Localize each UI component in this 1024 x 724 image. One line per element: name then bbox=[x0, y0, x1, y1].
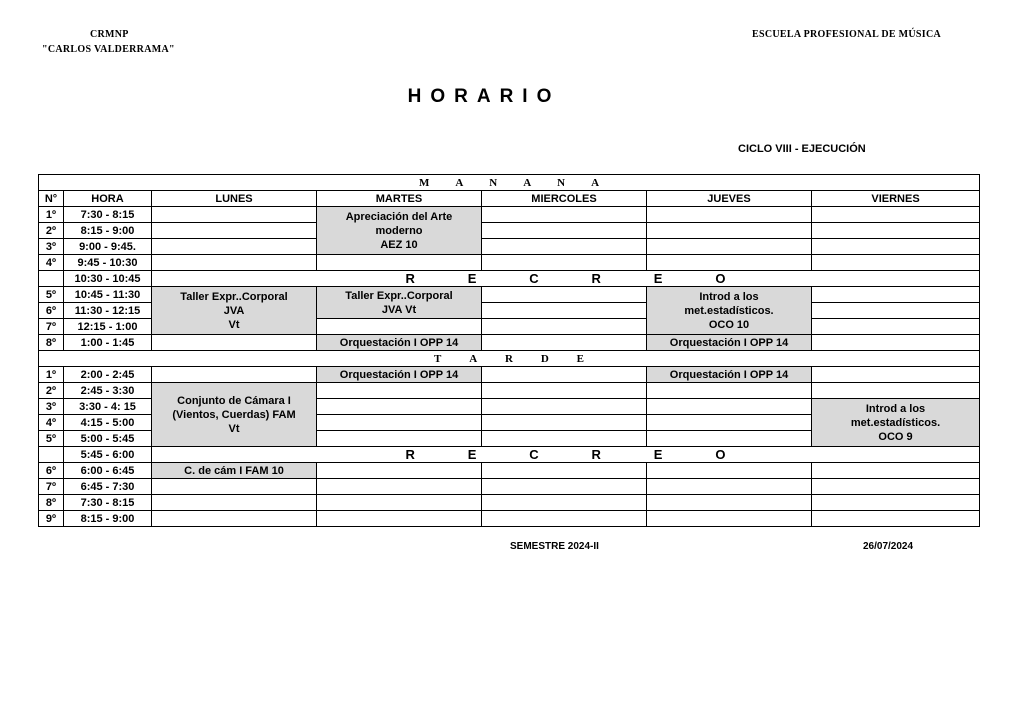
period-num: 3º bbox=[39, 239, 64, 255]
period-hour: 3:30 - 4: 15 bbox=[64, 399, 152, 415]
period-num bbox=[39, 271, 64, 287]
recreo-row-manana bbox=[39, 271, 980, 287]
col-header-jueves: JUEVES bbox=[647, 191, 812, 207]
class-camara-lunes: C. de cám I FAM 10 bbox=[152, 463, 317, 479]
period-hour: 11:30 - 12:15 bbox=[64, 303, 152, 319]
period-num: 2º bbox=[39, 383, 64, 399]
period-hour: 5:00 - 5:45 bbox=[64, 431, 152, 447]
school-name: ESCUELA PROFESIONAL DE MÚSICA bbox=[752, 29, 942, 40]
period-hour: 9:45 - 10:30 bbox=[64, 255, 152, 271]
period-hour: 10:30 - 10:45 bbox=[64, 271, 152, 287]
period-num: 6º bbox=[39, 303, 64, 319]
period-num: 8º bbox=[39, 495, 64, 511]
period-num: 6º bbox=[39, 463, 64, 479]
period-num: 5º bbox=[39, 431, 64, 447]
period-num: 1º bbox=[39, 207, 64, 223]
slot-miercoles bbox=[482, 207, 647, 223]
recreo-label: R E C R E O bbox=[152, 271, 980, 287]
period-hour: 10:45 - 11:30 bbox=[64, 287, 152, 303]
period-hour: 4:15 - 5:00 bbox=[64, 415, 152, 431]
table-row bbox=[39, 335, 980, 351]
slot-lunes bbox=[152, 207, 317, 223]
period-num: 8º bbox=[39, 335, 64, 351]
page-title: HORARIO bbox=[407, 86, 561, 107]
col-header-hora: HORA bbox=[64, 191, 152, 207]
period-hour: 2:00 - 2:45 bbox=[64, 367, 152, 383]
period-num: 9º bbox=[39, 511, 64, 527]
class-orquestacion-martes-tarde: Orquestación I OPP 14 bbox=[317, 367, 482, 383]
period-hour: 9:00 - 9:45. bbox=[64, 239, 152, 255]
date-label: 26/07/2024 bbox=[863, 541, 914, 552]
section-manana-row bbox=[39, 175, 980, 191]
period-hour: 6:45 - 7:30 bbox=[64, 479, 152, 495]
col-header-num: N° bbox=[39, 191, 64, 207]
slot-viernes bbox=[812, 207, 980, 223]
table-row bbox=[39, 463, 980, 479]
period-hour: 12:15 - 1:00 bbox=[64, 319, 152, 335]
col-header-lunes: LUNES bbox=[152, 191, 317, 207]
class-introd-estadisticos-jueves: Introd a los met.estadísticos. OCO 10 bbox=[647, 287, 812, 335]
semester-label: SEMESTRE 2024-II bbox=[510, 541, 599, 552]
period-hour: 7:30 - 8:15 bbox=[64, 207, 152, 223]
table-row bbox=[39, 223, 980, 239]
column-header-row bbox=[39, 191, 980, 207]
table-row bbox=[39, 479, 980, 495]
class-introd-estadisticos-viernes: Introd a los met.estadísticos. OCO 9 bbox=[812, 399, 980, 447]
period-num: 5º bbox=[39, 287, 64, 303]
period-hour: 6:00 - 6:45 bbox=[64, 463, 152, 479]
period-hour: 8:15 - 9:00 bbox=[64, 223, 152, 239]
col-header-viernes: VIERNES bbox=[812, 191, 980, 207]
period-num: 7º bbox=[39, 319, 64, 335]
col-header-martes: MARTES bbox=[317, 191, 482, 207]
slot-jueves bbox=[647, 207, 812, 223]
period-hour: 1:00 - 1:45 bbox=[64, 335, 152, 351]
col-header-miercoles: MIERCOLES bbox=[482, 191, 647, 207]
period-hour: 5:45 - 6:00 bbox=[64, 447, 152, 463]
period-num: 1º bbox=[39, 367, 64, 383]
class-conjunto-camara: Conjunto de Cámara I (Vientos, Cuerdas) FAM Vt bbox=[152, 383, 317, 447]
period-hour: 2:45 - 3:30 bbox=[64, 383, 152, 399]
period-num: 4º bbox=[39, 415, 64, 431]
table-row bbox=[39, 255, 980, 271]
recreo-row-tarde bbox=[39, 447, 980, 463]
period-num: 7º bbox=[39, 479, 64, 495]
class-apreciacion-arte: Apreciación del Arte moderno AEZ 10 bbox=[317, 207, 482, 255]
period-num bbox=[39, 447, 64, 463]
table-row bbox=[39, 207, 980, 223]
recreo-label: R E C R E O bbox=[152, 447, 980, 463]
table-row bbox=[39, 495, 980, 511]
period-hour: 7:30 - 8:15 bbox=[64, 495, 152, 511]
period-num: 4º bbox=[39, 255, 64, 271]
period-num: 2º bbox=[39, 223, 64, 239]
table-row bbox=[39, 511, 980, 527]
section-tarde: T A R D E bbox=[39, 351, 980, 367]
cycle-label: CICLO VIII - EJECUCIÓN bbox=[738, 143, 866, 155]
section-manana: M A N A N A bbox=[39, 175, 980, 191]
class-orquestacion-jueves-tarde: Orquestación I OPP 14 bbox=[647, 367, 812, 383]
class-orquestacion-jueves: Orquestación I OPP 14 bbox=[647, 335, 812, 351]
table-row bbox=[39, 287, 980, 303]
class-taller-expr-martes: Taller Expr..Corporal JVA Vt bbox=[317, 287, 482, 319]
org-code: CRMNP bbox=[90, 29, 129, 40]
period-num: 3º bbox=[39, 399, 64, 415]
table-row bbox=[39, 367, 980, 383]
section-tarde-row bbox=[39, 351, 980, 367]
period-hour: 8:15 - 9:00 bbox=[64, 511, 152, 527]
schedule-table bbox=[38, 174, 980, 527]
table-row bbox=[39, 239, 980, 255]
table-row bbox=[39, 383, 980, 399]
class-orquestacion-martes: Orquestación I OPP 14 bbox=[317, 335, 482, 351]
class-taller-expr-lunes: Taller Expr..Corporal JVA Vt bbox=[152, 287, 317, 335]
org-name: "CARLOS VALDERRAMA" bbox=[42, 44, 175, 55]
